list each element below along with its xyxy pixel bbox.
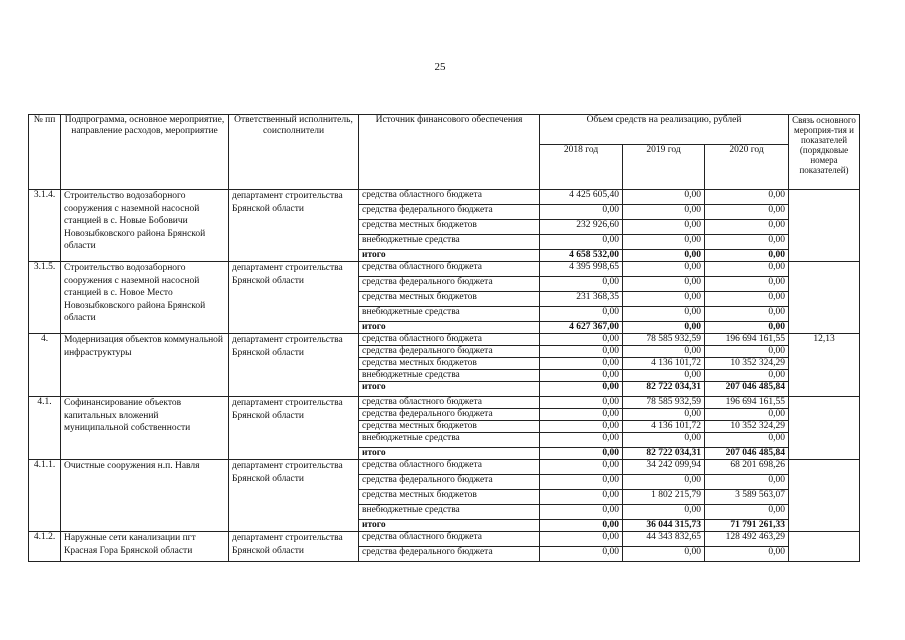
table-row	[29, 334, 860, 346]
table-row	[29, 262, 860, 277]
amount-2020: 196 694 161,55	[705, 334, 789, 346]
amount-2020: 0,00	[705, 409, 789, 421]
funding-source: средства федерального бюджета	[359, 277, 540, 292]
amount-2018: 0,00	[540, 370, 623, 382]
funding-source: внебюджетные средства	[359, 307, 540, 322]
funding-source: средства областного бюджета	[359, 532, 540, 547]
amount-2020: 71 791 261,33	[705, 520, 789, 532]
table-row	[29, 397, 860, 409]
header-year-2020: 2020 год	[705, 145, 789, 190]
amount-2020: 0,00	[705, 370, 789, 382]
amount-2018: 0,00	[540, 346, 623, 358]
amount-2019: 0,00	[623, 250, 705, 262]
amount-2020: 0,00	[705, 547, 789, 562]
amount-2019: 0,00	[623, 322, 705, 334]
amount-2018: 231 368,35	[540, 292, 623, 307]
executor: департамент строительства Брянской области	[229, 262, 359, 334]
activity-name: Очистные сооружения н.п. Навля	[61, 460, 229, 532]
row-number: 4.1.2.	[29, 532, 61, 562]
header-source: Источник финансового обеспечения	[359, 115, 540, 190]
amount-2020: 0,00	[705, 220, 789, 235]
row-number: 4.1.1.	[29, 460, 61, 532]
amount-2020: 207 046 485,84	[705, 448, 789, 460]
funding-source: средства федерального бюджета	[359, 547, 540, 562]
amount-2018: 0,00	[540, 421, 623, 433]
amount-2019: 78 585 932,59	[623, 397, 705, 409]
amount-2019: 0,00	[623, 409, 705, 421]
header-executor: Ответственный исполнитель, соисполнители	[229, 115, 359, 190]
table-row	[29, 532, 860, 547]
table-row	[29, 190, 860, 205]
amount-2018: 4 658 532,00	[540, 250, 623, 262]
amount-2018: 0,00	[540, 307, 623, 322]
amount-2019: 0,00	[623, 220, 705, 235]
header-volume: Объем средств на реализацию, рублей	[540, 115, 789, 145]
amount-2019: 4 136 101,72	[623, 358, 705, 370]
amount-2020: 0,00	[705, 190, 789, 205]
amount-2020: 0,00	[705, 505, 789, 520]
amount-2018: 0,00	[540, 382, 623, 397]
amount-2020: 0,00	[705, 433, 789, 448]
amount-2020: 207 046 485,84	[705, 382, 789, 397]
amount-2020: 3 589 563,07	[705, 490, 789, 505]
amount-2020: 0,00	[705, 262, 789, 277]
activity-name: Наружные сети канализации пгт Красная Гора Брянской области	[61, 532, 229, 562]
funding-source: внебюджетные средства	[359, 505, 540, 520]
indicator-link	[789, 460, 860, 532]
amount-2019: 44 343 832,65	[623, 532, 705, 547]
funding-source: средства областного бюджета	[359, 334, 540, 346]
executor: департамент строительства Брянской области	[229, 532, 359, 562]
amount-2019: 0,00	[623, 190, 705, 205]
funding-source: средства местных бюджетов	[359, 292, 540, 307]
amount-2018: 0,00	[540, 532, 623, 547]
funding-source: средства местных бюджетов	[359, 421, 540, 433]
amount-2020: 0,00	[705, 346, 789, 358]
activity-name: Строительство водозаборного сооружения с наземной насосной станцией в с. Новые Бобовичи Новозыбковского района Брянской области	[61, 190, 229, 262]
amount-2020: 0,00	[705, 475, 789, 490]
funding-source: средства местных бюджетов	[359, 490, 540, 505]
funding-source: итого	[359, 448, 540, 460]
amount-2018: 0,00	[540, 409, 623, 421]
indicator-link	[789, 532, 860, 562]
amount-2018: 0,00	[540, 235, 623, 250]
funding-source: итого	[359, 250, 540, 262]
funding-source: средства федерального бюджета	[359, 205, 540, 220]
amount-2018: 0,00	[540, 397, 623, 409]
amount-2019: 34 242 099,94	[623, 460, 705, 475]
funding-source: средства областного бюджета	[359, 460, 540, 475]
page-number: 25	[434, 61, 446, 73]
amount-2020: 128 492 463,29	[705, 532, 789, 547]
header-year-2018: 2018 год	[540, 145, 623, 190]
amount-2018: 0,00	[540, 547, 623, 562]
amount-2019: 82 722 034,31	[623, 382, 705, 397]
amount-2019: 0,00	[623, 292, 705, 307]
amount-2020: 0,00	[705, 250, 789, 262]
executor: департамент строительства Брянской области	[229, 460, 359, 532]
amount-2019: 82 722 034,31	[623, 448, 705, 460]
row-number: 4.1.	[29, 397, 61, 460]
header-link: Связь основного мероприя-тия и показателей (порядковые номера показателей)	[789, 115, 860, 190]
executor: департамент строительства Брянской области	[229, 334, 359, 397]
funding-source: средства областного бюджета	[359, 262, 540, 277]
amount-2018: 0,00	[540, 358, 623, 370]
amount-2018: 232 926,60	[540, 220, 623, 235]
amount-2018: 0,00	[540, 205, 623, 220]
amount-2019: 0,00	[623, 475, 705, 490]
row-number: 3.1.5.	[29, 262, 61, 334]
funding-source: итого	[359, 382, 540, 397]
amount-2019: 0,00	[623, 505, 705, 520]
amount-2019: 0,00	[623, 277, 705, 292]
amount-2020: 0,00	[705, 307, 789, 322]
amount-2018: 4 627 367,00	[540, 322, 623, 334]
amount-2019: 1 802 215,79	[623, 490, 705, 505]
amount-2020: 196 694 161,55	[705, 397, 789, 409]
table-body	[29, 190, 860, 562]
amount-2018: 0,00	[540, 460, 623, 475]
amount-2018: 0,00	[540, 277, 623, 292]
funding-source: итого	[359, 322, 540, 334]
budget-table	[28, 114, 860, 562]
indicator-link	[789, 397, 860, 460]
amount-2019: 0,00	[623, 547, 705, 562]
activity-name: Строительство водозаборного сооружения с наземной насосной станцией в с. Новое Место Новозыбковского района Брянской области	[61, 262, 229, 334]
amount-2019: 0,00	[623, 262, 705, 277]
amount-2020: 0,00	[705, 235, 789, 250]
amount-2020: 0,00	[705, 292, 789, 307]
indicator-link: 12,13	[789, 334, 860, 397]
amount-2018: 0,00	[540, 433, 623, 448]
funding-source: внебюджетные средства	[359, 433, 540, 448]
header-year-2019: 2019 год	[623, 145, 705, 190]
funding-source: внебюджетные средства	[359, 370, 540, 382]
amount-2019: 78 585 932,59	[623, 334, 705, 346]
funding-source: средства областного бюджета	[359, 190, 540, 205]
amount-2018: 0,00	[540, 520, 623, 532]
amount-2018: 4 395 998,65	[540, 262, 623, 277]
amount-2019: 0,00	[623, 205, 705, 220]
amount-2020: 10 352 324,29	[705, 358, 789, 370]
funding-source: внебюджетные средства	[359, 235, 540, 250]
header-num: № пп	[29, 115, 61, 190]
funding-source: итого	[359, 520, 540, 532]
amount-2020: 10 352 324,29	[705, 421, 789, 433]
executor: департамент строительства Брянской области	[229, 190, 359, 262]
indicator-link	[789, 262, 860, 334]
amount-2019: 0,00	[623, 307, 705, 322]
amount-2018: 0,00	[540, 448, 623, 460]
amount-2019: 36 044 315,73	[623, 520, 705, 532]
amount-2018: 0,00	[540, 475, 623, 490]
activity-name: Софинансирование объектов капитальных вложений муниципальной собственности	[61, 397, 229, 460]
amount-2019: 0,00	[623, 370, 705, 382]
funding-source: средства федерального бюджета	[359, 409, 540, 421]
amount-2020: 0,00	[705, 277, 789, 292]
amount-2020: 0,00	[705, 322, 789, 334]
funding-source: средства местных бюджетов	[359, 220, 540, 235]
activity-name: Модернизация объектов коммунальной инфраструктуры	[61, 334, 229, 397]
amount-2019: 0,00	[623, 346, 705, 358]
row-number: 3.1.4.	[29, 190, 61, 262]
funding-source: средства областного бюджета	[359, 397, 540, 409]
amount-2019: 0,00	[623, 235, 705, 250]
amount-2018: 0,00	[540, 505, 623, 520]
amount-2019: 0,00	[623, 433, 705, 448]
amount-2019: 4 136 101,72	[623, 421, 705, 433]
amount-2018: 4 425 605,40	[540, 190, 623, 205]
indicator-link	[789, 190, 860, 262]
executor: департамент строительства Брянской области	[229, 397, 359, 460]
funding-source: средства местных бюджетов	[359, 358, 540, 370]
funding-source: средства федерального бюджета	[359, 346, 540, 358]
funding-source: средства федерального бюджета	[359, 475, 540, 490]
table-row	[29, 460, 860, 475]
amount-2020: 68 201 698,26	[705, 460, 789, 475]
row-number: 4.	[29, 334, 61, 397]
amount-2018: 0,00	[540, 490, 623, 505]
header-name: Подпрограмма, основное мероприятие, направление расходов, мероприятие	[61, 115, 229, 190]
amount-2018: 0,00	[540, 334, 623, 346]
amount-2020: 0,00	[705, 205, 789, 220]
